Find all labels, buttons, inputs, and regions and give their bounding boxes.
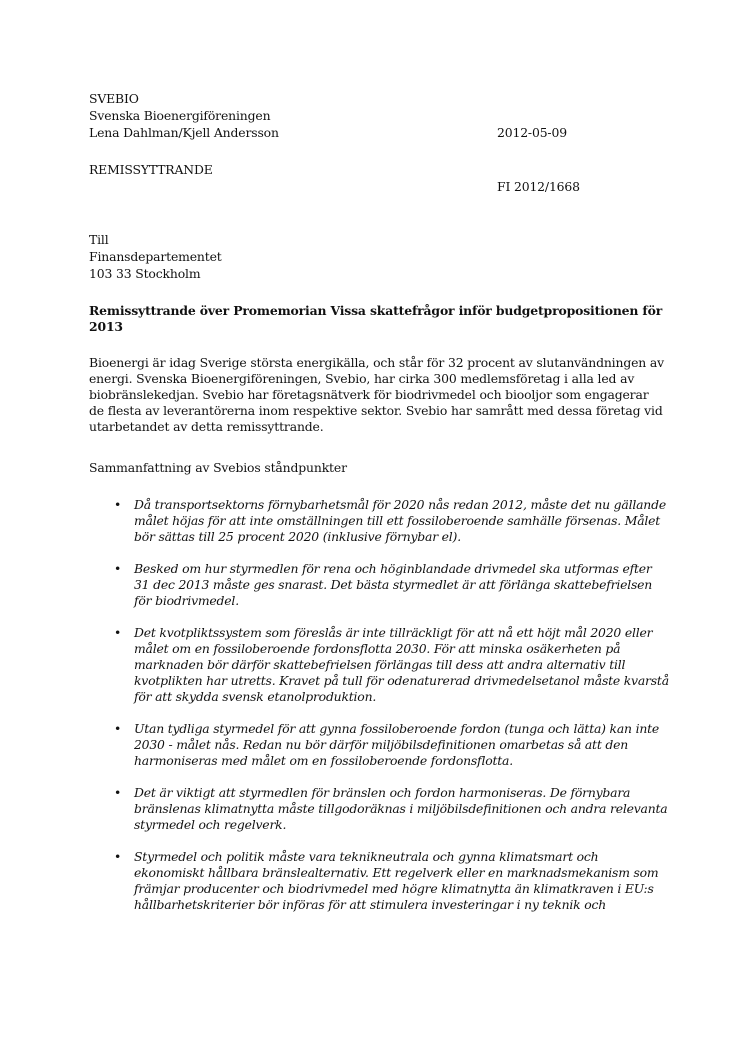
- list-item: [89, 497, 679, 545]
- recipient-department: Finansdepartementet: [89, 249, 222, 264]
- list-item: [89, 785, 679, 833]
- summary-heading: Sammanfattning av Svebios ståndpunkter: [89, 460, 347, 475]
- list-item: [89, 849, 679, 913]
- bullet-text: Det kvotpliktssystem som föreslås är inte tillräckligt för att nå ett höjt mål 2020 eller målet om en fossiloberoende fordonsflotta 2030. För att minska osäkerheten på marknaden bör därför skattebefrielsen förlängas till dess att andra alternativ till kvotplikten har utretts. Kravet på tull för odenaturerad drivmedelsetanol måste kvarstå för att skydda svensk etanolproduktion.: [134, 625, 669, 704]
- list-item: [89, 561, 679, 609]
- bullet-text: Det är viktigt att styrmedlen för bränslen och fordon harmoniseras. De förnybara bränslenas klimatnytta måste tillgodoräknas i miljöbilsdefinitionen och andra relevanta styrmedel och regelverk.: [134, 785, 668, 832]
- intro-paragraph: Bioenergi är idag Sverige största energikälla, och står för 32 procent av slutanvändningen av energi. Svenska Bioenergiföreningen, Svebio, har cirka 300 medlemsföretag i alla led av biobränslekedjan. Svebio har företagsnätverk för biodrivmedel och biooljor som engagerar de flesta av leverantörerna inom respektive sektor. Svebio har samrått med dessa företag vid utarbetandet av detta remissyttrande.: [89, 355, 664, 434]
- list-item: [89, 721, 679, 769]
- bullet-text: Då transportsektorns förnybarhetsmål för 2020 nås redan 2012, måste det nu gällande målet höjas för att inte omställningen till ett fossiloberoende samhälle försenas. Målet bör sättas till 25 procent 2020 (inklusive förnybar el).: [134, 497, 666, 544]
- summary-bullet-list: [89, 497, 679, 929]
- recipient-to: Till: [89, 232, 109, 247]
- bullet-marker: •: [114, 721, 122, 736]
- bullet-marker: •: [114, 785, 122, 800]
- bullet-marker: •: [114, 625, 122, 640]
- bullet-text: Styrmedel och politik måste vara teknikneutrala och gynna klimatsmart och ekonomiskt hållbara bränslealternativ. Ett regelverk eller en marknadsmekanism som främjar producenter och biodrivmedel med högre klimatnytta än klimatkraven i EU:s hållbarhetskriterier bör införas för att stimulera investeringar i ny teknik och: [134, 849, 659, 912]
- org-full-name: Svenska Bioenergiföreningen: [89, 108, 271, 123]
- document-title: Remissyttrande över Promemorian Vissa skattefrågor inför budgetpropositionen för 2013: [89, 303, 663, 334]
- recipient-address: 103 33 Stockholm: [89, 266, 201, 281]
- document-date: 2012-05-09: [497, 125, 567, 140]
- document-type: REMISSYTTRANDE: [89, 162, 213, 177]
- bullet-text: Utan tydliga styrmedel för att gynna fossiloberoende fordon (tunga och lätta) kan inte 2030 - målet nås. Redan nu bör därför miljöbilsdefinitionen omarbetas så att den harmoniseras med målet om en fossiloberoende fordonsflotta.: [134, 721, 660, 768]
- bullet-marker: •: [114, 497, 122, 512]
- reference-number: FI 2012/1668: [497, 179, 580, 194]
- org-name: SVEBIO: [89, 91, 139, 106]
- authors: Lena Dahlman/Kjell Andersson: [89, 125, 279, 140]
- list-item: [89, 625, 679, 705]
- bullet-text: Besked om hur styrmedlen för rena och höginblandade drivmedel ska utformas efter 31 dec 2013 måste ges snarast. Det bästa styrmedlet är att förlänga skattebefrielsen för biodrivmedel.: [134, 561, 653, 608]
- bullet-marker: •: [114, 849, 122, 864]
- bullet-marker: •: [114, 561, 122, 576]
